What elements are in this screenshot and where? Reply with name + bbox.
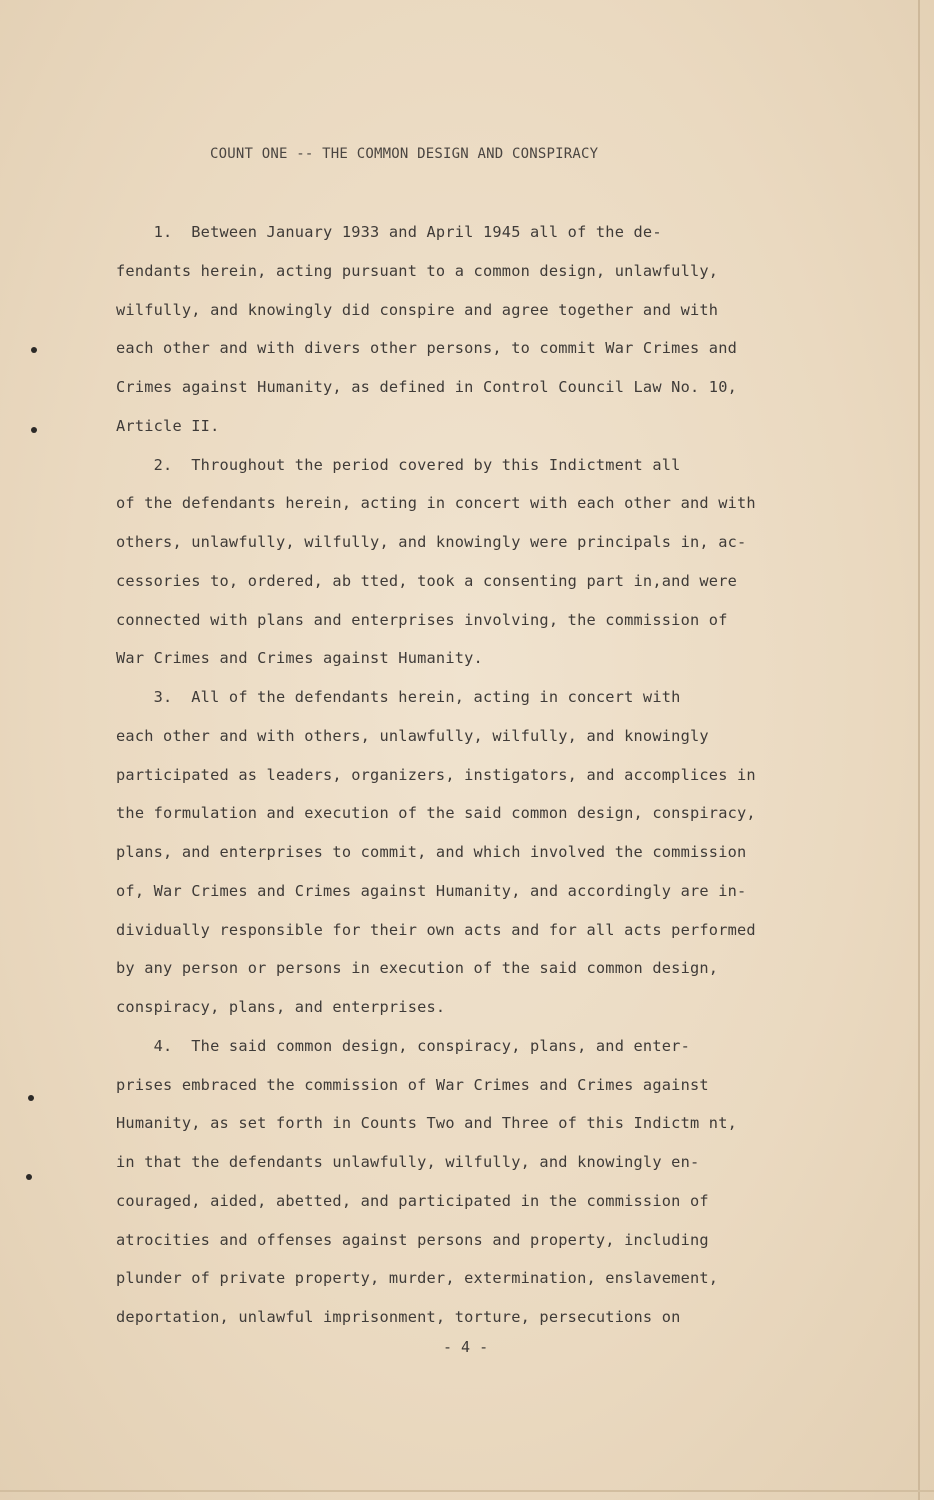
text-line: deportation, unlawful imprisonment, torture, persecutions on [116,1308,681,1326]
text-line: Article II. [116,416,220,435]
text-line: of the defendants herein, acting in concert with each other and with [116,494,756,513]
text-line: fendants herein, acting pursuant to a common design, unlawfully, [116,261,719,280]
text-line: 2. Throughout the period covered by this Indictment all [116,455,681,474]
text-line: plunder of private property, murder, extermination, enslavement, [116,1269,719,1288]
text-line: dividually responsible for their own acts and for all acts performed [116,920,756,939]
text-line: by any person or persons in execution of the said common design, [116,959,719,978]
text-line: participated as leaders, organizers, instigators, and accomplices in [116,765,756,784]
text-line: in that the defendants unlawfully, wilfully, and knowingly en- [116,1153,700,1171]
text-line: of, War Crimes and Crimes against Humanity, and accordingly are in- [116,881,747,900]
text-line: plans, and enterprises to commit, and which involved the commission [116,843,747,861]
text-line: 1. Between January 1933 and April 1945 all of the de- [116,223,662,241]
text-line: Crimes against Humanity, as defined in Control Council Law No. 10, [116,378,738,396]
punch-hole [26,1174,32,1180]
text-line: the formulation and execution of the said common design, conspiracy, [116,804,756,823]
text-line: connected with plans and enterprises involving, the commission of [116,610,728,629]
text-line: each other and with divers other persons, to commit War Crimes and [116,339,738,358]
text-line: wilfully, and knowingly did conspire and agree together and with [116,300,719,319]
text-line: cessories to, ordered, ab tted, took a consenting part in,and were [116,571,738,590]
punch-hole [31,347,37,353]
text-line: others, unlawfully, wilfully, and knowingly were principals in, ac- [116,533,747,551]
text-line: prises embraced the commission of War Crimes and Crimes against [116,1075,709,1094]
page-edge-right [918,0,920,1500]
text-line: 4. The said common design, conspiracy, plans, and enter- [116,1036,690,1055]
text-line: 3. All of the defendants herein, acting in concert with [116,688,681,706]
punch-hole [31,427,37,433]
text-line: atrocities and offenses against persons and property, including [116,1230,709,1249]
page-number: - 4 - [443,1338,489,1356]
text-line: couraged, aided, abetted, and participated in the commission of [116,1191,709,1210]
text-line: each other and with others, unlawfully, wilfully, and knowingly [116,726,709,745]
punch-hole [28,1095,34,1101]
text-line: War Crimes and Crimes against Humanity. [116,649,483,668]
text-line: conspiracy, plans, and enterprises. [116,998,446,1016]
text-line: Humanity, as set forth in Counts Two and Three of this Indictm nt, [116,1114,738,1133]
count-heading: COUNT ONE -- THE COMMON DESIGN AND CONSPIRACY [210,146,599,162]
page-edge-bottom [0,1490,934,1492]
